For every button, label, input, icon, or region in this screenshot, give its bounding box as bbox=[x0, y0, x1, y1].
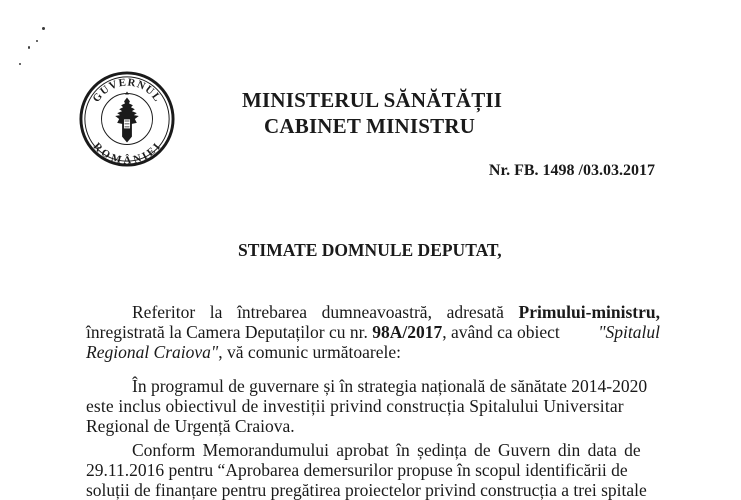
paragraph-line bbox=[86, 376, 660, 396]
paragraph-line bbox=[86, 342, 660, 362]
paragraph-memorandum bbox=[86, 440, 660, 500]
text-span: la bbox=[209, 302, 223, 322]
seal-top-text: GUVERNUL bbox=[90, 76, 164, 105]
cabinet-title: CABINET MINISTRU bbox=[264, 114, 476, 138]
subject-italic: "Spitalul bbox=[598, 322, 660, 342]
text-span: dumneavoastră, bbox=[321, 302, 432, 322]
scan-speck bbox=[19, 63, 21, 65]
scan-speck bbox=[36, 40, 38, 42]
paragraph-line bbox=[86, 440, 660, 460]
text-span: înregistrată la Camera Deputaților cu nr. bbox=[86, 322, 368, 342]
government-seal-logo bbox=[78, 70, 176, 168]
document-number: Nr. FB. 1498 /03.03.2017 bbox=[488, 162, 655, 179]
text-span: , vă comunic următoarele: bbox=[218, 342, 401, 362]
text-span: întrebarea bbox=[237, 302, 308, 322]
text-span: soluții de finanțare pentru pregătirea proiectelor privind construcția a trei spitale bbox=[86, 480, 647, 500]
paragraph-line bbox=[86, 416, 660, 436]
paragraph-line bbox=[86, 322, 660, 342]
salutation: STIMATE DOMNULE DEPUTAT, bbox=[238, 240, 502, 260]
paragraph-line bbox=[86, 460, 660, 480]
text-span: 29.11.2016 pentru “Aprobarea demersurilor propuse în scopul identificării de bbox=[86, 460, 628, 480]
text-span bbox=[86, 342, 401, 362]
ministry-title: MINISTERUL SĂNĂTĂȚII bbox=[242, 88, 503, 112]
text-span: În programul de guvernare și în strategia națională de sănătate 2014-2020 bbox=[132, 376, 648, 396]
paragraph-line bbox=[86, 302, 660, 322]
registration-number: 98A/2017 bbox=[372, 322, 443, 342]
paragraph-reference bbox=[86, 302, 660, 362]
text-span: Regional de Urgență Craiova. bbox=[86, 416, 295, 436]
text-span: Referitor bbox=[132, 302, 196, 322]
text-span: adresată bbox=[446, 302, 504, 322]
text-span bbox=[86, 322, 560, 342]
addressee-bold: Primului-ministru, bbox=[518, 302, 660, 322]
paragraph-line bbox=[86, 480, 660, 500]
paragraph-program bbox=[86, 376, 660, 436]
subject-italic: Regional Craiova" bbox=[86, 342, 219, 362]
paragraph-line bbox=[86, 396, 660, 416]
text-span: Conform Memorandumului aprobat în ședința de Guvern din data de bbox=[132, 440, 641, 460]
seal-bottom-text: ROMÂNIEI bbox=[90, 140, 164, 167]
text-span: , având ca obiect bbox=[442, 322, 560, 342]
scan-speck bbox=[42, 27, 45, 30]
eagle-emblem-icon bbox=[115, 92, 139, 143]
scan-speck bbox=[28, 46, 30, 49]
text-span: este inclus obiectivul de investiții privind construcția Spitalului Universitar bbox=[86, 396, 624, 416]
